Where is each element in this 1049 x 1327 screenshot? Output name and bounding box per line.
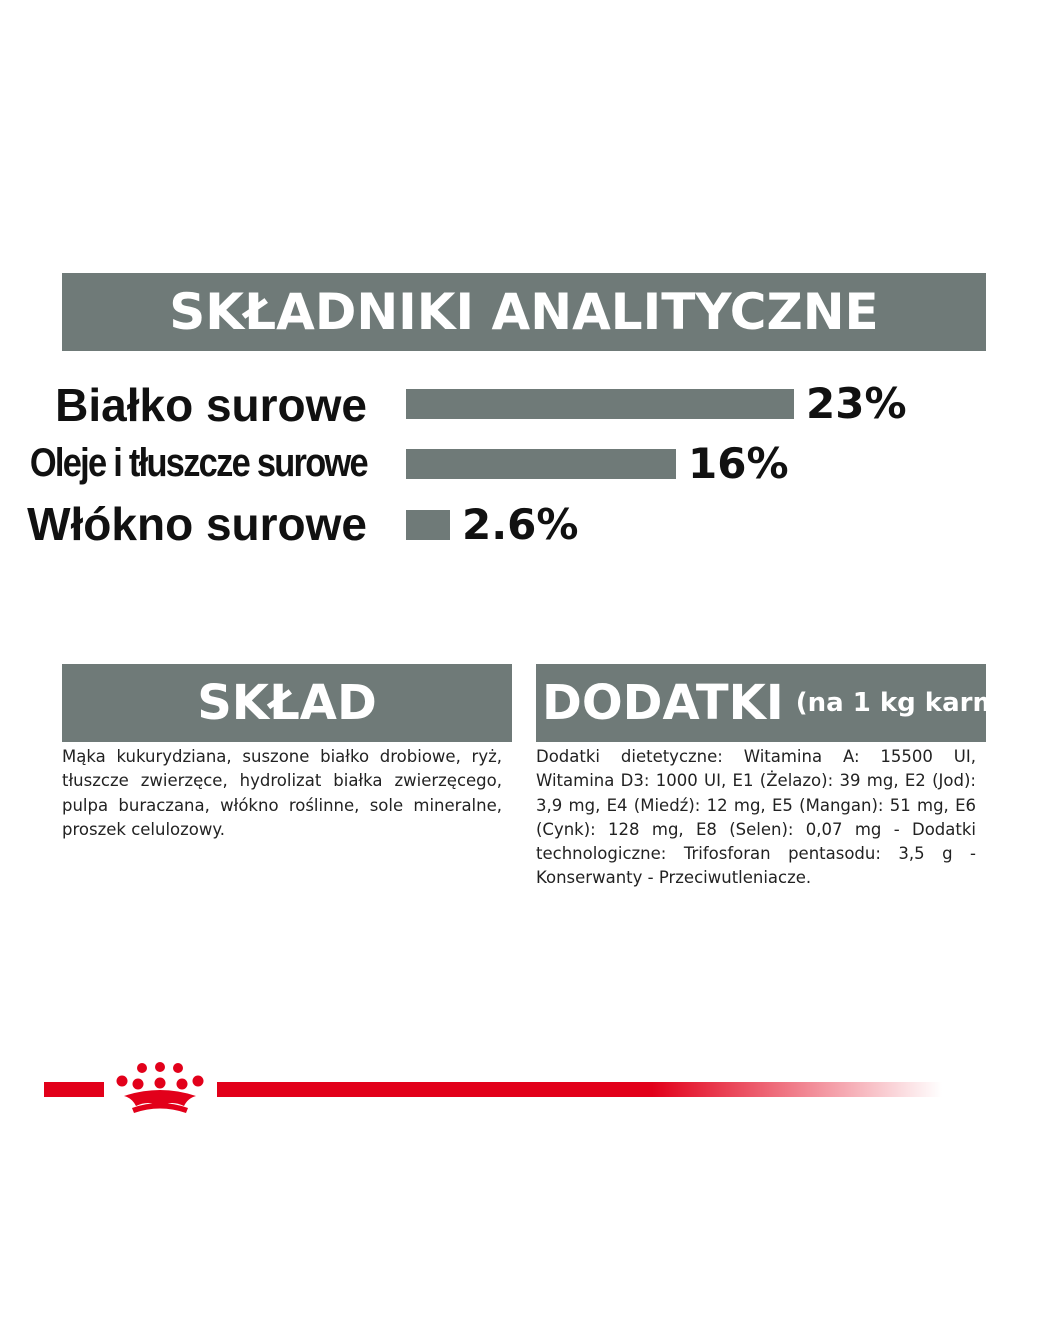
analytics-percent-protein: 23%: [806, 379, 907, 428]
analytics-label-protein: Białko surowe: [55, 379, 367, 431]
analytics-bar-fat: [406, 449, 676, 479]
brand-line-right: [217, 1082, 942, 1097]
analytics-header: [62, 273, 986, 351]
sklad-title: SKŁAD: [197, 675, 377, 731]
dodatki-title: DODATKI: [542, 675, 784, 731]
dodatki-header: [536, 664, 1029, 742]
royal-canin-crown-icon: [108, 1060, 212, 1116]
analytics-label-fat: Oleje i tłuszcze surowe: [29, 441, 367, 485]
brand-line-left: [44, 1082, 104, 1097]
analytics-percent-fibre: 2.6%: [462, 500, 579, 549]
analytics-percent-fat: 16%: [688, 439, 789, 488]
dodatki-text: Dodatki dietetyczne: Witamina A: 15500 UI, Witamina D3: 1000 UI, E1 (Żelazo): 39 mg, E2 (Jod): 3,9 mg, E4 (Miedź): 12 mg, E5 (Mangan): 51 mg, E6 (Cynk): 128 mg, E8 (Selen): 0,07 mg - Dodatki technologiczne: Trifosforan pentasodu: 3,5 g - Konserwanty - Przeciwutleniacze.: [536, 747, 976, 888]
dodatki-subtitle: (na 1 kg karmy): [795, 688, 1029, 718]
sklad-text: Mąka kukurydziana, suszone białko drobiowe, ryż, tłuszcze zwierzęce, hydrolizat białka zwierzęcego, pulpa buraczana, włókno roślinne, sole mineralne, proszek celulozowy.: [62, 747, 502, 839]
analytics-bar-protein: [406, 389, 794, 419]
analytics-label-fibre: Włókno surowe: [27, 498, 367, 550]
analytics-bar-fibre: [406, 510, 450, 540]
sklad-header: [62, 664, 512, 742]
analytics-title: SKŁADNIKI ANALITYCZNE: [169, 283, 879, 341]
